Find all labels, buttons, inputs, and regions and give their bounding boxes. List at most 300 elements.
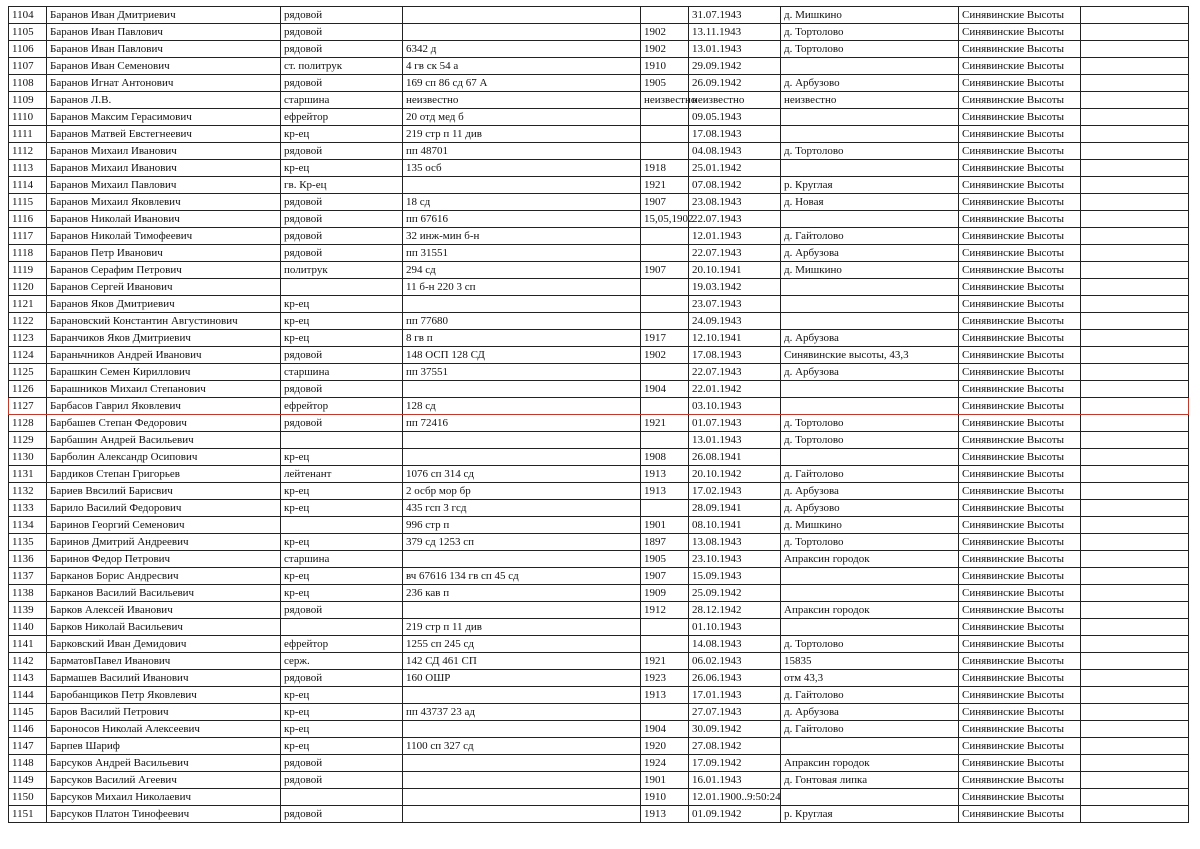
birth-year-cell: 1917 (641, 330, 689, 347)
military-unit-cell (403, 721, 641, 738)
birth-year-cell: 1908 (641, 449, 689, 466)
burial-place-cell (781, 619, 959, 636)
burial-place-cell: д. Арбузова (781, 330, 959, 347)
cemetery-cell: Синявинские Высоты (959, 670, 1081, 687)
row-number-cell: 1145 (9, 704, 47, 721)
death-date-cell: 22.07.1943 (689, 364, 781, 381)
extra-cell (1081, 517, 1189, 534)
full-name-cell: Баранов Иван Семенович (47, 58, 281, 75)
death-date-cell: 09.05.1943 (689, 109, 781, 126)
death-date-cell: 17.09.1942 (689, 755, 781, 772)
row-number-cell: 1110 (9, 109, 47, 126)
row-number-cell: 1140 (9, 619, 47, 636)
birth-year-cell: 1913 (641, 466, 689, 483)
death-date-cell: 01.10.1943 (689, 619, 781, 636)
burial-place-cell: д. Тортолово (781, 534, 959, 551)
death-date-cell: 26.06.1943 (689, 670, 781, 687)
table-row (9, 483, 1189, 500)
death-date-cell: 23.07.1943 (689, 296, 781, 313)
birth-year-cell: 1907 (641, 194, 689, 211)
full-name-cell: Баранов Яков Дмитриевич (47, 296, 281, 313)
military-unit-cell: вч 67616 134 гв сп 45 сд (403, 568, 641, 585)
burial-place-cell (781, 296, 959, 313)
table-row (9, 24, 1189, 41)
military-unit-cell: 135 осб (403, 160, 641, 177)
extra-cell (1081, 381, 1189, 398)
cemetery-cell: Синявинские Высоты (959, 704, 1081, 721)
row-number-cell: 1124 (9, 347, 47, 364)
burial-register-table (8, 6, 1189, 823)
extra-cell (1081, 211, 1189, 228)
full-name-cell: Барило Василий Федорович (47, 500, 281, 517)
death-date-cell: 26.09.1942 (689, 75, 781, 92)
military-unit-cell: 160 ОШР (403, 670, 641, 687)
birth-year-cell: 1904 (641, 381, 689, 398)
cemetery-cell: Синявинские Высоты (959, 177, 1081, 194)
death-date-cell: 08.10.1941 (689, 517, 781, 534)
death-date-cell: 04.08.1943 (689, 143, 781, 160)
full-name-cell: Барашкин Семен Кириллович (47, 364, 281, 381)
death-date-cell: 27.07.1943 (689, 704, 781, 721)
military-unit-cell (403, 772, 641, 789)
rank-cell: кр-ец (281, 721, 403, 738)
rank-cell: рядовой (281, 211, 403, 228)
row-number-cell: 1115 (9, 194, 47, 211)
death-date-cell: 22.07.1943 (689, 211, 781, 228)
birth-year-cell: 1897 (641, 534, 689, 551)
row-number-cell: 1112 (9, 143, 47, 160)
rank-cell: кр-ец (281, 704, 403, 721)
row-number-cell: 1130 (9, 449, 47, 466)
extra-cell (1081, 789, 1189, 806)
full-name-cell: Бармашев Василий Иванович (47, 670, 281, 687)
death-date-cell: 14.08.1943 (689, 636, 781, 653)
rank-cell: рядовой (281, 143, 403, 160)
birth-year-cell (641, 126, 689, 143)
military-unit-cell: 20 отд мед б (403, 109, 641, 126)
cemetery-cell: Синявинские Высоты (959, 466, 1081, 483)
military-unit-cell: 128 сд (403, 398, 641, 415)
table-row (9, 92, 1189, 109)
death-date-cell: 25.09.1942 (689, 585, 781, 602)
extra-cell (1081, 721, 1189, 738)
cemetery-cell: Синявинские Высоты (959, 24, 1081, 41)
rank-cell (281, 279, 403, 296)
extra-cell (1081, 262, 1189, 279)
birth-year-cell: 1918 (641, 160, 689, 177)
extra-cell (1081, 432, 1189, 449)
full-name-cell: Барсуков Михаил Николаевич (47, 789, 281, 806)
rank-cell: старшина (281, 92, 403, 109)
extra-cell (1081, 177, 1189, 194)
table-row (9, 228, 1189, 245)
extra-cell (1081, 687, 1189, 704)
cemetery-cell: Синявинские Высоты (959, 806, 1081, 823)
military-unit-cell: 18 сд (403, 194, 641, 211)
cemetery-cell: Синявинские Высоты (959, 534, 1081, 551)
cemetery-cell: Синявинские Высоты (959, 279, 1081, 296)
full-name-cell: Барсуков Василий Агеевич (47, 772, 281, 789)
row-number-cell: 1109 (9, 92, 47, 109)
row-number-cell: 1118 (9, 245, 47, 262)
table-row (9, 160, 1189, 177)
burial-place-cell (781, 279, 959, 296)
table-row (9, 211, 1189, 228)
extra-cell (1081, 330, 1189, 347)
military-unit-cell: 142 СД 461 СП (403, 653, 641, 670)
row-number-cell: 1148 (9, 755, 47, 772)
extra-cell (1081, 568, 1189, 585)
burial-place-cell: Синявинские высоты, 43,3 (781, 347, 959, 364)
military-unit-cell (403, 687, 641, 704)
row-number-cell: 1139 (9, 602, 47, 619)
cemetery-cell: Синявинские Высоты (959, 296, 1081, 313)
death-date-cell: 23.08.1943 (689, 194, 781, 211)
extra-cell (1081, 313, 1189, 330)
table-row (9, 432, 1189, 449)
extra-cell (1081, 449, 1189, 466)
birth-year-cell: 15,05,1902 (641, 211, 689, 228)
full-name-cell: Баров Василий Петрович (47, 704, 281, 721)
rank-cell: рядовой (281, 772, 403, 789)
table-row (9, 330, 1189, 347)
burial-place-cell: д. Арбузова (781, 364, 959, 381)
rank-cell: кр-ец (281, 585, 403, 602)
military-unit-cell: 11 б-н 220 3 сп (403, 279, 641, 296)
burial-place-cell: д. Тортолово (781, 432, 959, 449)
table-row (9, 296, 1189, 313)
burial-place-cell: д. Арбузова (781, 483, 959, 500)
military-unit-cell: 169 сп 86 сд 67 А (403, 75, 641, 92)
burial-place-cell: д. Гайтолово (781, 721, 959, 738)
rank-cell: кр-ец (281, 738, 403, 755)
cemetery-cell: Синявинские Высоты (959, 398, 1081, 415)
death-date-cell: 20.10.1942 (689, 466, 781, 483)
military-unit-cell: 2 осбр мор бр (403, 483, 641, 500)
military-unit-cell (403, 296, 641, 313)
cemetery-cell: Синявинские Высоты (959, 126, 1081, 143)
table-row (9, 109, 1189, 126)
full-name-cell: Баринов Федор Петрович (47, 551, 281, 568)
death-date-cell: 20.10.1941 (689, 262, 781, 279)
full-name-cell: Барбашин Андрей Васильевич (47, 432, 281, 449)
full-name-cell: Барсуков Андрей Васильевич (47, 755, 281, 772)
cemetery-cell: Синявинские Высоты (959, 381, 1081, 398)
extra-cell (1081, 483, 1189, 500)
table-row (9, 364, 1189, 381)
death-date-cell: 22.07.1943 (689, 245, 781, 262)
military-unit-cell (403, 602, 641, 619)
burial-place-cell: р. Круглая (781, 806, 959, 823)
burial-place-cell: Апраксин городок (781, 755, 959, 772)
burial-place-cell: Апраксин городок (781, 602, 959, 619)
birth-year-cell (641, 7, 689, 24)
death-date-cell: 13.11.1943 (689, 24, 781, 41)
death-date-cell: 17.02.1943 (689, 483, 781, 500)
full-name-cell: Баринов Дмитрий Андреевич (47, 534, 281, 551)
death-date-cell: 22.01.1942 (689, 381, 781, 398)
cemetery-cell: Синявинские Высоты (959, 653, 1081, 670)
burial-place-cell: д. Новая (781, 194, 959, 211)
cemetery-cell: Синявинские Высоты (959, 228, 1081, 245)
birth-year-cell: 1923 (641, 670, 689, 687)
full-name-cell: Баранов Иван Павлович (47, 41, 281, 58)
birth-year-cell: 1901 (641, 772, 689, 789)
birth-year-cell: 1913 (641, 687, 689, 704)
table-row (9, 279, 1189, 296)
extra-cell (1081, 398, 1189, 415)
full-name-cell: Баранов Михаил Иванович (47, 143, 281, 160)
rank-cell: рядовой (281, 670, 403, 687)
birth-year-cell: 1921 (641, 177, 689, 194)
birth-year-cell (641, 109, 689, 126)
rank-cell (281, 619, 403, 636)
rank-cell: кр-ец (281, 126, 403, 143)
rank-cell: кр-ец (281, 313, 403, 330)
full-name-cell: Барсуков Платон Тинофеевич (47, 806, 281, 823)
military-unit-cell: 996 стр п (403, 517, 641, 534)
burial-place-cell: д. Арбузово (781, 75, 959, 92)
death-date-cell: 17.01.1943 (689, 687, 781, 704)
cemetery-cell: Синявинские Высоты (959, 551, 1081, 568)
burial-place-cell (781, 738, 959, 755)
row-number-cell: 1136 (9, 551, 47, 568)
table-row (9, 7, 1189, 24)
death-date-cell: 29.09.1942 (689, 58, 781, 75)
table-row (9, 619, 1189, 636)
full-name-cell: Баранов Михаил Иванович (47, 160, 281, 177)
row-number-cell: 1126 (9, 381, 47, 398)
rank-cell: кр-ец (281, 483, 403, 500)
table-row (9, 687, 1189, 704)
rank-cell: рядовой (281, 194, 403, 211)
row-number-cell: 1107 (9, 58, 47, 75)
row-number-cell: 1142 (9, 653, 47, 670)
birth-year-cell (641, 296, 689, 313)
extra-cell (1081, 75, 1189, 92)
table-row (9, 517, 1189, 534)
extra-cell (1081, 143, 1189, 160)
birth-year-cell: 1902 (641, 41, 689, 58)
burial-place-cell: д. Гонтовая липка (781, 772, 959, 789)
extra-cell (1081, 738, 1189, 755)
death-date-cell: 30.09.1942 (689, 721, 781, 738)
rank-cell: старшина (281, 364, 403, 381)
table-row (9, 551, 1189, 568)
cemetery-cell: Синявинские Высоты (959, 432, 1081, 449)
military-unit-cell (403, 449, 641, 466)
burial-place-cell: д. Тортолово (781, 24, 959, 41)
birth-year-cell: 1910 (641, 789, 689, 806)
cemetery-cell: Синявинские Высоты (959, 500, 1081, 517)
row-number-cell: 1151 (9, 806, 47, 823)
birth-year-cell: 1912 (641, 602, 689, 619)
extra-cell (1081, 670, 1189, 687)
table-row (9, 653, 1189, 670)
birth-year-cell: 1907 (641, 262, 689, 279)
military-unit-cell: пп 77680 (403, 313, 641, 330)
full-name-cell: Барков Николай Васильевич (47, 619, 281, 636)
burial-place-cell (781, 398, 959, 415)
table-row (9, 41, 1189, 58)
cemetery-cell: Синявинские Высоты (959, 364, 1081, 381)
table-row (9, 177, 1189, 194)
death-date-cell: 07.08.1942 (689, 177, 781, 194)
burial-place-cell: д. Гайтолово (781, 466, 959, 483)
death-date-cell: 12.01.1943 (689, 228, 781, 245)
full-name-cell: БарматовПавел Иванович (47, 653, 281, 670)
table-row (9, 262, 1189, 279)
military-unit-cell: 6342 д (403, 41, 641, 58)
rank-cell: политрук (281, 262, 403, 279)
death-date-cell: 24.09.1943 (689, 313, 781, 330)
full-name-cell: Барков Алексей Иванович (47, 602, 281, 619)
military-unit-cell: 219 стр п 11 див (403, 126, 641, 143)
birth-year-cell (641, 279, 689, 296)
birth-year-cell (641, 313, 689, 330)
rank-cell: ефрейтор (281, 109, 403, 126)
cemetery-cell: Синявинские Высоты (959, 789, 1081, 806)
death-date-cell: 13.01.1943 (689, 432, 781, 449)
death-date-cell: 13.08.1943 (689, 534, 781, 551)
birth-year-cell (641, 143, 689, 160)
military-unit-cell: пп 43737 23 ад (403, 704, 641, 721)
burial-place-cell: д. Арбузова (781, 245, 959, 262)
burial-place-cell (781, 211, 959, 228)
extra-cell (1081, 58, 1189, 75)
death-date-cell: 23.10.1943 (689, 551, 781, 568)
extra-cell (1081, 772, 1189, 789)
row-number-cell: 1121 (9, 296, 47, 313)
full-name-cell: Баробанщиков Петр Яковлевич (47, 687, 281, 704)
table-row (9, 126, 1189, 143)
table-row (9, 772, 1189, 789)
full-name-cell: Барканов Борис Андресвич (47, 568, 281, 585)
military-unit-cell (403, 381, 641, 398)
rank-cell: рядовой (281, 347, 403, 364)
military-unit-cell: 1255 сп 245 сд (403, 636, 641, 653)
birth-year-cell: 1921 (641, 653, 689, 670)
row-number-cell: 1135 (9, 534, 47, 551)
row-number-cell: 1114 (9, 177, 47, 194)
row-number-cell: 1106 (9, 41, 47, 58)
extra-cell (1081, 415, 1189, 432)
birth-year-cell: 1921 (641, 415, 689, 432)
extra-cell (1081, 806, 1189, 823)
burial-place-cell (781, 58, 959, 75)
birth-year-cell (641, 500, 689, 517)
rank-cell: кр-ец (281, 330, 403, 347)
burial-place-cell: д. Арбузова (781, 704, 959, 721)
rank-cell: кр-ец (281, 160, 403, 177)
full-name-cell: Бардиков Степан Григорьев (47, 466, 281, 483)
rank-cell (281, 517, 403, 534)
rank-cell: ст. политрук (281, 58, 403, 75)
extra-cell (1081, 602, 1189, 619)
death-date-cell: 17.08.1943 (689, 126, 781, 143)
table-row (9, 670, 1189, 687)
extra-cell (1081, 296, 1189, 313)
rank-cell: рядовой (281, 806, 403, 823)
birth-year-cell: 1905 (641, 75, 689, 92)
cemetery-cell: Синявинские Высоты (959, 92, 1081, 109)
military-unit-cell: 8 гв п (403, 330, 641, 347)
cemetery-cell: Синявинские Высоты (959, 211, 1081, 228)
military-unit-cell: 1100 сп 327 сд (403, 738, 641, 755)
burial-place-cell: д. Мишкино (781, 517, 959, 534)
table-row (9, 449, 1189, 466)
cemetery-cell: Синявинские Высоты (959, 602, 1081, 619)
table-row (9, 755, 1189, 772)
burial-place-cell: д. Мишкино (781, 262, 959, 279)
military-unit-cell: пп 37551 (403, 364, 641, 381)
military-unit-cell: 294 сд (403, 262, 641, 279)
extra-cell (1081, 755, 1189, 772)
burial-place-cell: Апраксин городок (781, 551, 959, 568)
row-number-cell: 1149 (9, 772, 47, 789)
death-date-cell: 06.02.1943 (689, 653, 781, 670)
row-number-cell: 1116 (9, 211, 47, 228)
military-unit-cell (403, 789, 641, 806)
burial-place-cell: д. Тортолово (781, 143, 959, 160)
military-unit-cell: неизвестно (403, 92, 641, 109)
cemetery-cell: Синявинские Высоты (959, 245, 1081, 262)
birth-year-cell: 1910 (641, 58, 689, 75)
row-number-cell: 1129 (9, 432, 47, 449)
cemetery-cell: Синявинские Высоты (959, 721, 1081, 738)
full-name-cell: Барбашев Степан Федорович (47, 415, 281, 432)
military-unit-cell: 219 стр п 11 див (403, 619, 641, 636)
burial-place-cell: д. Арбузово (781, 500, 959, 517)
cemetery-cell: Синявинские Высоты (959, 483, 1081, 500)
row-number-cell: 1128 (9, 415, 47, 432)
rank-cell: рядовой (281, 755, 403, 772)
table-body (9, 7, 1189, 823)
birth-year-cell (641, 228, 689, 245)
row-number-cell: 1147 (9, 738, 47, 755)
full-name-cell: Барпев Шариф (47, 738, 281, 755)
burial-place-cell (781, 449, 959, 466)
table-row (9, 602, 1189, 619)
burial-place-cell (781, 109, 959, 126)
table-row (9, 636, 1189, 653)
birth-year-cell: 1902 (641, 347, 689, 364)
full-name-cell: Баранов Матвей Евстегнеевич (47, 126, 281, 143)
full-name-cell: Баранов Иван Дмитриевич (47, 7, 281, 24)
birth-year-cell: 1909 (641, 585, 689, 602)
burial-place-cell: д. Тортолово (781, 636, 959, 653)
cemetery-cell: Синявинские Высоты (959, 143, 1081, 160)
rank-cell: кр-ец (281, 296, 403, 313)
cemetery-cell: Синявинские Высоты (959, 619, 1081, 636)
full-name-cell: Барковский Иван Демидович (47, 636, 281, 653)
burial-place-cell: д. Тортолово (781, 41, 959, 58)
military-unit-cell (403, 806, 641, 823)
cemetery-cell: Синявинские Высоты (959, 738, 1081, 755)
cemetery-cell: Синявинские Высоты (959, 262, 1081, 279)
extra-cell (1081, 534, 1189, 551)
birth-year-cell: неизвестно (641, 92, 689, 109)
rank-cell: рядовой (281, 75, 403, 92)
burial-place-cell: неизвестно (781, 92, 959, 109)
table-row (9, 806, 1189, 823)
full-name-cell: Баранов Михаил Яковлевич (47, 194, 281, 211)
military-unit-cell: пп 48701 (403, 143, 641, 160)
full-name-cell: Барашников Михаил Степанович (47, 381, 281, 398)
table-row (9, 466, 1189, 483)
table-row (9, 194, 1189, 211)
full-name-cell: Баринов Георгий Семенович (47, 517, 281, 534)
